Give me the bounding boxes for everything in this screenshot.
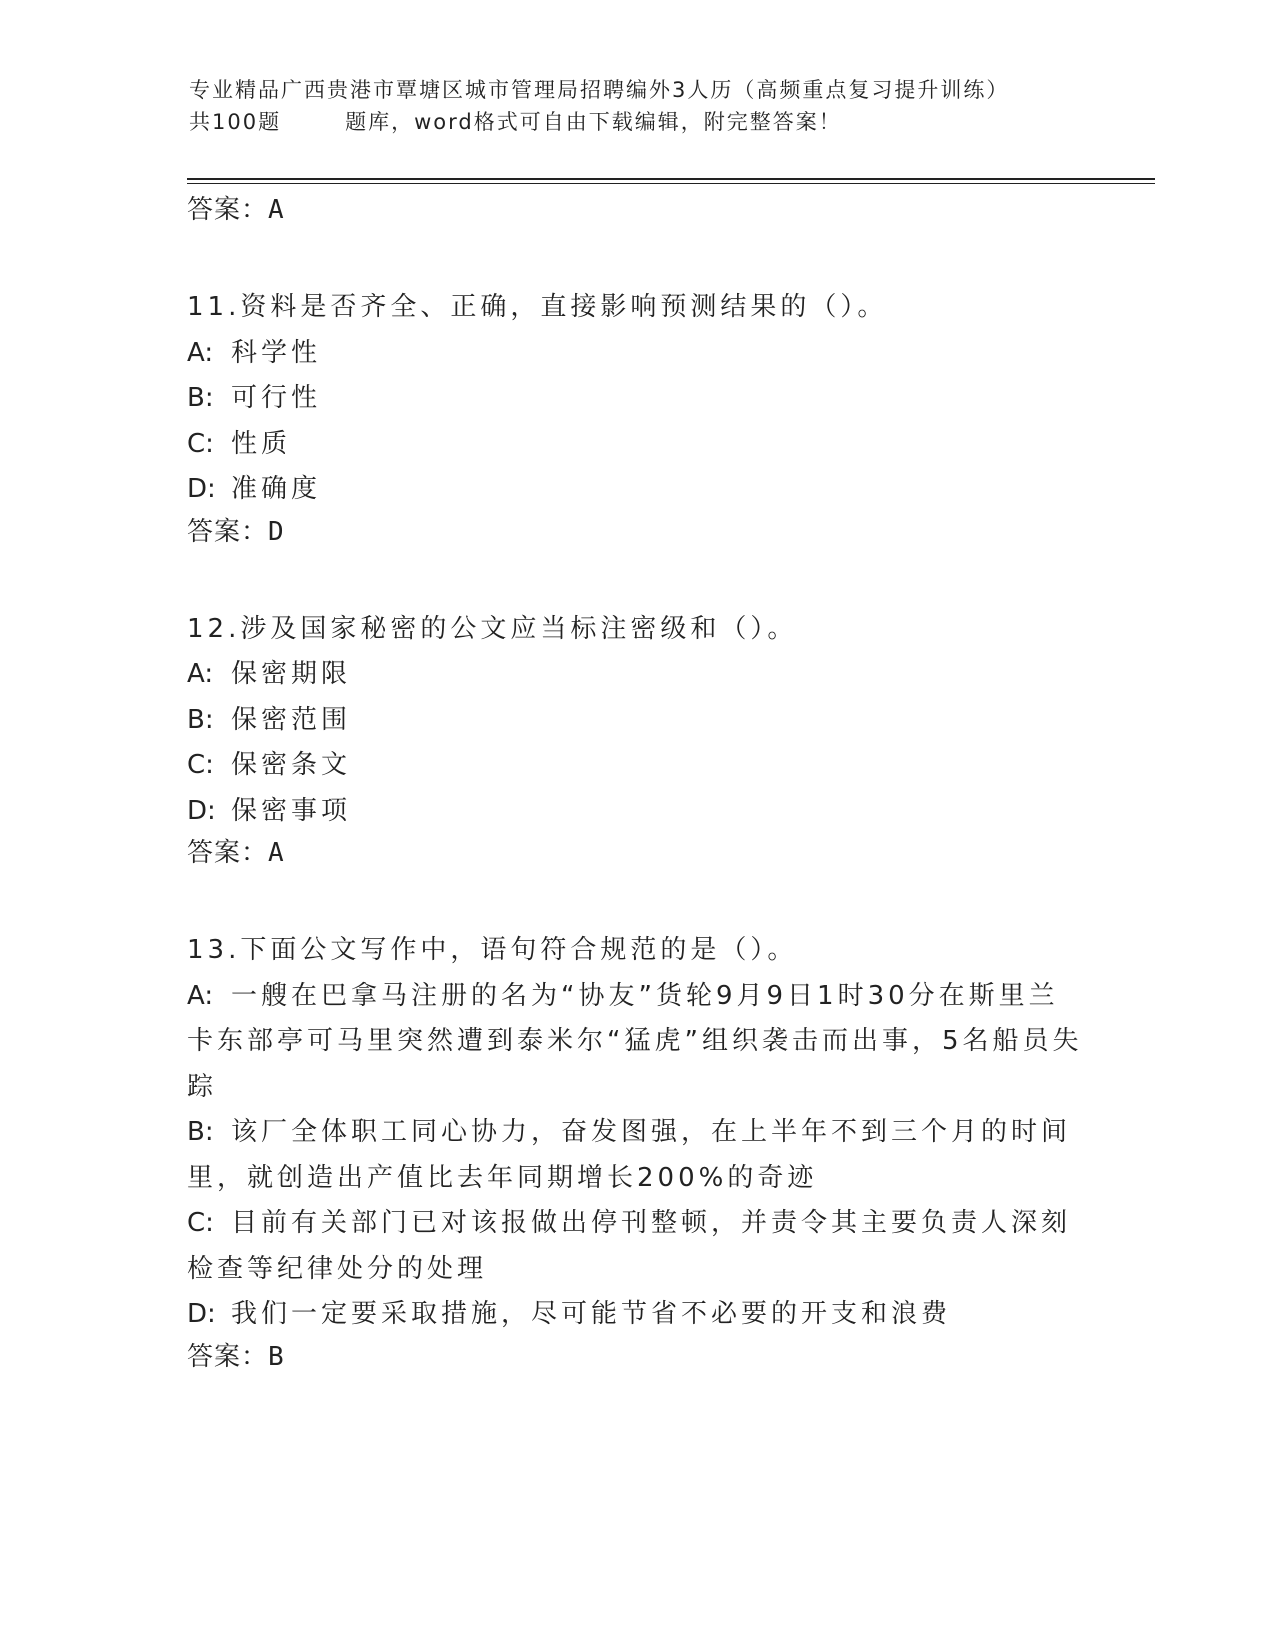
option-label: C:: [187, 1208, 214, 1238]
option-a: [187, 652, 1087, 698]
answer-label: 答案：: [187, 195, 269, 225]
option-label: B:: [187, 383, 214, 413]
answer-label: 答案：: [187, 516, 269, 547]
option-label: B:: [187, 1117, 214, 1147]
option-text: 保密条文: [231, 750, 352, 780]
option-text: 目前有关部门已对该报做出停刊整顿，并责令其主要负责人深刻检查等纪律处分的处理: [187, 1208, 1072, 1284]
question-13: [187, 928, 1087, 1374]
question-11: [187, 285, 1087, 549]
option-text: 该厂全体职工同心协力，奋发图强，在上半年不到三个月的时间里，就创造出产值比去年同期增长200%的奇迹: [187, 1117, 1072, 1193]
option-text: 保密期限: [231, 659, 352, 689]
question-stem: 11.资料是否齐全、正确，直接影响预测结果的（）。: [187, 292, 888, 322]
header-subtitle: [189, 106, 1089, 138]
option-c: [187, 1201, 1087, 1292]
option-label: A:: [187, 337, 214, 368]
question-answer: [187, 1340, 1087, 1374]
answer-label: 答案：: [187, 1341, 269, 1372]
option-text: 准确度: [231, 474, 322, 504]
answer-label: 答案：: [187, 838, 269, 868]
header-question-count: 共100题: [189, 110, 282, 134]
option-label: D:: [187, 474, 216, 504]
answer-value: A: [268, 195, 285, 225]
header-divider-thin: [187, 183, 1155, 184]
option-c: [187, 422, 1087, 468]
option-d: [187, 1292, 1087, 1338]
option-b: [187, 1110, 1087, 1201]
header-divider-thick: [187, 178, 1155, 180]
option-label: C:: [187, 428, 214, 459]
question-12: [187, 607, 1087, 871]
option-b: [187, 698, 1087, 744]
option-label: A:: [187, 659, 214, 689]
header-description: 题库，word格式可自由下载编辑，附完整答案！: [345, 110, 842, 134]
option-text: 一艘在巴拿马注册的名为“协友”货轮9月9日1时30分在斯里兰卡东部亭可马里突然遭到泰米尔“猛虎”组织袭击而出事，5名船员失踪: [187, 980, 1083, 1102]
page-header: [189, 74, 1089, 138]
option-text: 科学性: [231, 337, 322, 368]
option-text: 保密事项: [231, 795, 352, 826]
option-text: 保密范围: [231, 704, 352, 735]
answer-value: D: [268, 516, 285, 547]
answer-value: A: [268, 838, 285, 868]
option-a: [187, 331, 1087, 377]
previous-answer: [187, 193, 1087, 227]
option-label: B:: [187, 704, 214, 735]
option-text: 性质: [231, 428, 292, 459]
option-text: 我们一定要采取措施，尽可能节省不必要的开支和浪费: [231, 1299, 952, 1329]
question-list: [187, 193, 1087, 1374]
option-c: [187, 743, 1087, 789]
option-d: [187, 467, 1087, 513]
question-answer: [187, 836, 1087, 870]
question-stem: 13.下面公文写作中，语句符合规范的是（）。: [187, 935, 798, 965]
option-d: [187, 789, 1087, 835]
option-label: D:: [187, 1299, 216, 1329]
option-b: [187, 376, 1087, 422]
option-text: 可行性: [231, 383, 322, 413]
header-title: 专业精品广西贵港市覃塘区城市管理局招聘编外3人历（高频重点复习提升训练）: [189, 78, 1010, 102]
option-label: C:: [187, 750, 214, 780]
question-answer: [187, 515, 1087, 549]
answer-value: B: [268, 1341, 285, 1372]
option-label: D:: [187, 795, 216, 826]
question-stem: 12.涉及国家秘密的公文应当标注密级和（）。: [187, 613, 798, 644]
option-a: [187, 974, 1087, 1111]
option-label: A:: [187, 980, 214, 1011]
